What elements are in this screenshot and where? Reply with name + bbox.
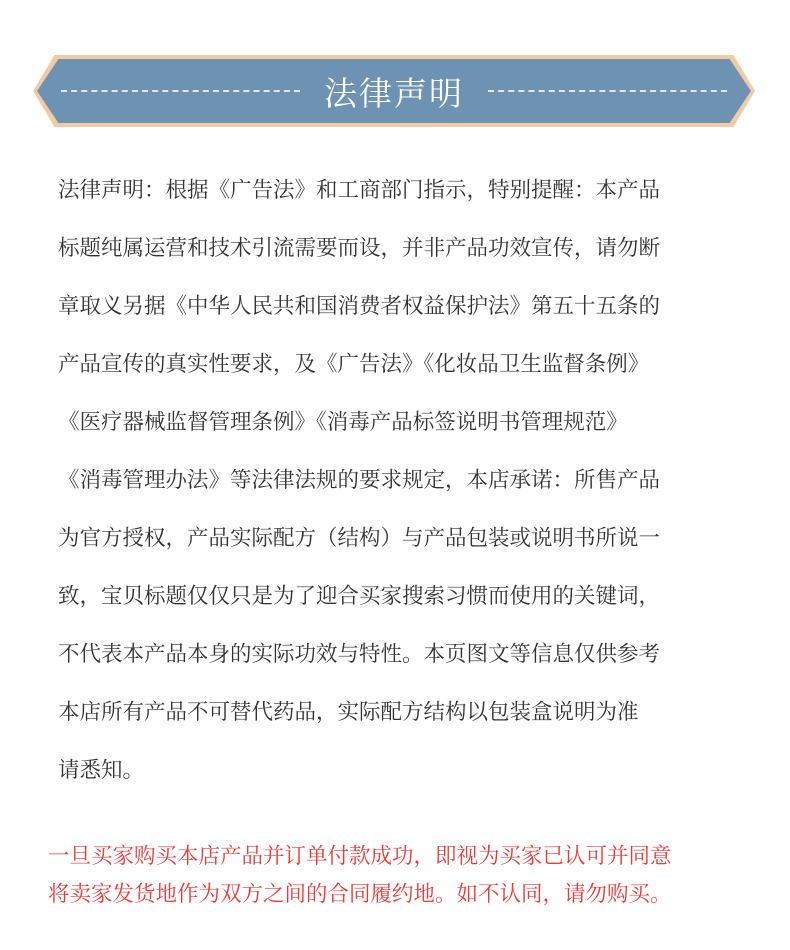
body-line: 本店所有产品不可替代药品，实际配方结构以包装盒说明为准 bbox=[58, 700, 639, 725]
body-line: 请悉知。 bbox=[58, 758, 145, 783]
body-line: 为官方授权，产品实际配方（结构）与产品包装或说明书所说一 bbox=[58, 526, 661, 551]
body-line: 不代表本产品本身的实际功效与特性。本页图文等信息仅供参考 bbox=[58, 642, 661, 667]
purchase-notice bbox=[48, 838, 768, 914]
page-title: 法律声明 bbox=[324, 73, 464, 113]
notice-line: 一旦买家购买本店产品并订单付款成功，即视为买家已认可并同意 bbox=[48, 844, 672, 869]
body-line: 《消毒管理办法》等法律法规的要求规定，本店承诺：所售产品 bbox=[58, 468, 661, 493]
body-line: 标题纯属运营和技术引流需要而设，并非产品功效宣传，请勿断 bbox=[58, 236, 661, 261]
notice-line: 将卖家发货地作为双方之间的合同履约地。如不认同，请勿购买。 bbox=[48, 882, 672, 907]
body-line: 法律声明：根据《广告法》和工商部门指示，特别提醒：本产品 bbox=[58, 178, 661, 203]
body-line: 《医疗器械监督管理条例》《消毒产品标签说明书管理规范》 bbox=[58, 410, 628, 435]
body-line: 产品宣传的真实性要求，及《广告法》《化妆品卫生监督条例》 bbox=[58, 352, 650, 377]
body-line: 章取义另据《中华人民共和国消费者权益保护法》第五十五条的 bbox=[58, 294, 661, 319]
right-dashed-divider bbox=[488, 90, 727, 92]
left-dashed-divider bbox=[61, 90, 300, 92]
title-banner-content bbox=[37, 59, 751, 123]
body-line: 致，宝贝标题仅仅只是为了迎合买家搜索习惯而使用的关键词， bbox=[58, 584, 661, 609]
legal-statement-body bbox=[58, 169, 758, 807]
